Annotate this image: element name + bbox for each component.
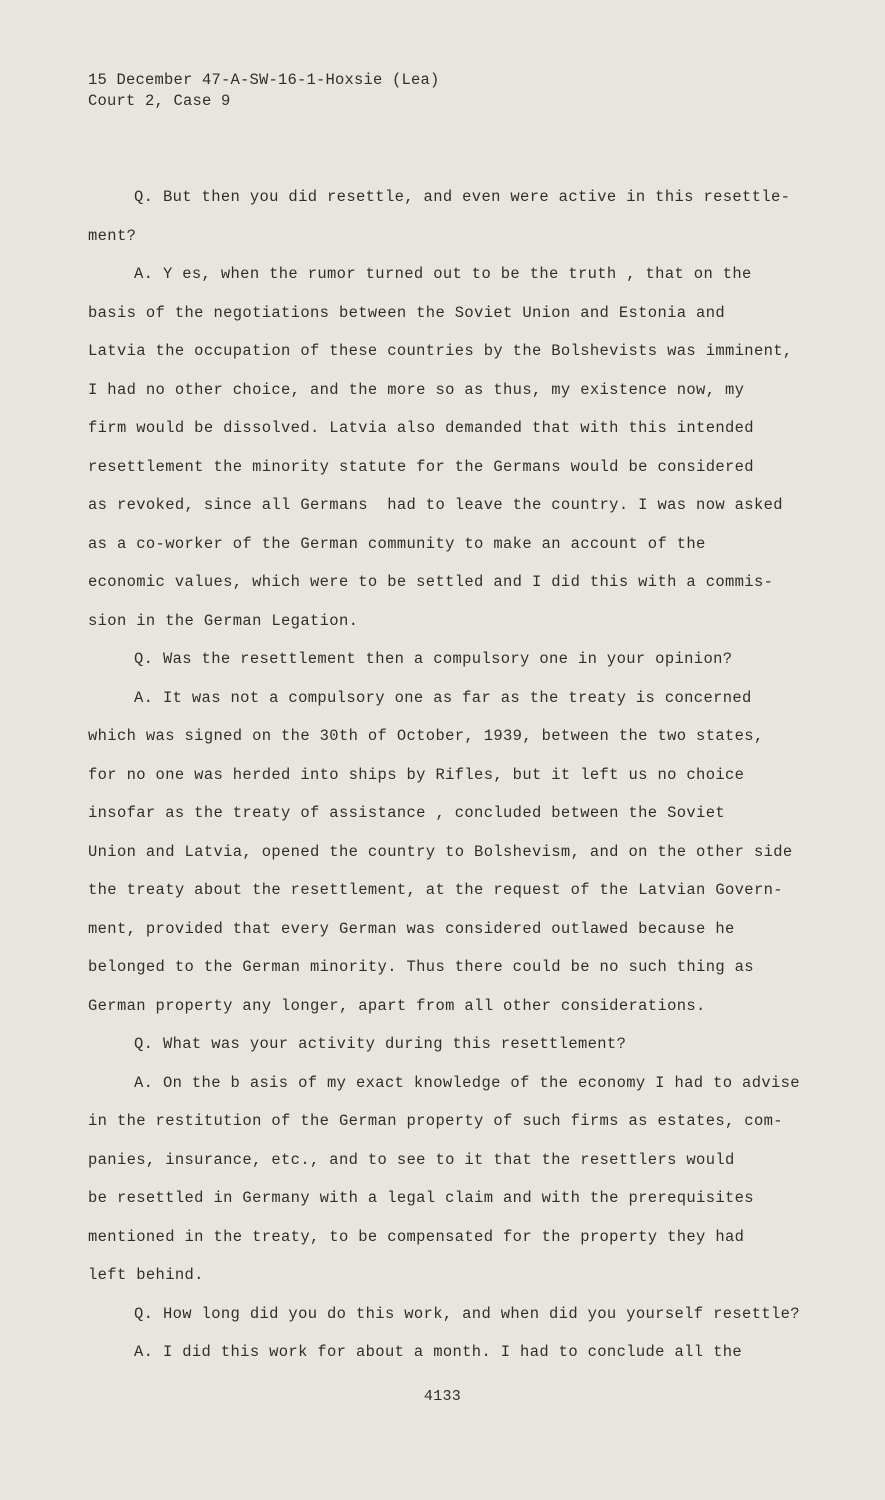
transcript-line: ment, provided that every German was considered outlawed because he bbox=[88, 919, 735, 938]
transcript-line: A. Y es, when the rumor turned out to be the truth , that on the bbox=[134, 265, 752, 283]
transcript-line: firm would be dissolved. Latvia also demanded that with this intended bbox=[88, 419, 754, 437]
transcript-line: German property any longer, apart from all other considerations. bbox=[88, 996, 706, 1015]
transcript-line: Q. Was the resettlement then a compulsory one in your opinion? bbox=[134, 650, 733, 668]
transcript-line: I had no other choice, and the more so as thus, my existence now, my bbox=[88, 380, 745, 399]
transcript-line: for no one was herded into ships by Rifles, but it left us no choice bbox=[88, 765, 745, 784]
transcript-line: Latvia the occupation of these countries by the Bolshevists was imminent, bbox=[88, 342, 793, 360]
transcript-line: belonged to the German minority. Thus there could be no such thing as bbox=[88, 958, 754, 976]
transcript-line: A. It was not a compulsory one as far as the treaty is concerned bbox=[134, 688, 752, 707]
header-court-case: Court 2, Case 9 bbox=[88, 92, 231, 110]
transcript-line: in the restitution of the German property of such firms as estates, com- bbox=[88, 1112, 783, 1130]
transcript-line: economic values, which were to be settled and I did this with a commis- bbox=[88, 573, 774, 591]
transcript-line: Q. What was your activity during this resettlement? bbox=[134, 1035, 627, 1053]
transcript-line: resettlement the minority statute for the Germans would be considered bbox=[88, 457, 754, 476]
transcript-line: be resettled in Germany with a legal claim and with the prerequisites bbox=[88, 1189, 754, 1207]
transcript-line: Q. How long did you do this work, and when did you yourself resettle? bbox=[134, 1304, 800, 1323]
transcript-line: Q. But then you did resettle, and even were active in this resettle- bbox=[134, 188, 791, 206]
transcript-line: which was signed on the 30th of October, 1939, between the two states, bbox=[88, 727, 764, 745]
transcript-line: sion in the German Legation. bbox=[88, 611, 359, 630]
transcript-line: ment? bbox=[88, 226, 137, 245]
header-reference: 15 December 47-A-SW-16-1-Hoxsie (Lea) bbox=[88, 71, 440, 89]
transcript-line: left behind. bbox=[88, 1266, 204, 1284]
transcript-line: A. On the b asis of my exact knowledge of the economy I had to advise bbox=[134, 1073, 800, 1092]
transcript-line: as a co-worker of the German community to make an account of the bbox=[88, 534, 706, 553]
transcript-line: Union and Latvia, opened the country to Bolshevism, and on the other side bbox=[88, 842, 793, 861]
document-header bbox=[88, 70, 440, 112]
transcript-line: the treaty about the resettlement, at the request of the Latvian Govern- bbox=[88, 881, 783, 899]
transcript-line: insofar as the treaty of assistance , concluded between the Soviet bbox=[88, 804, 725, 822]
transcript-line: as revoked, since all Germans had to leave the country. I was now asked bbox=[88, 496, 783, 514]
transcript-line: A. I did this work for about a month. I had to conclude all the bbox=[134, 1343, 743, 1361]
transcript-line: panies, insurance, etc., and to see to it that the resettlers would bbox=[88, 1150, 735, 1169]
transcript-line: basis of the negotiations between the Soviet Union and Estonia and bbox=[88, 303, 725, 322]
transcript-line: mentioned in the treaty, to be compensated for the property they had bbox=[88, 1227, 745, 1246]
transcript-body bbox=[88, 184, 808, 1378]
page-number: 4133 bbox=[423, 1388, 462, 1405]
